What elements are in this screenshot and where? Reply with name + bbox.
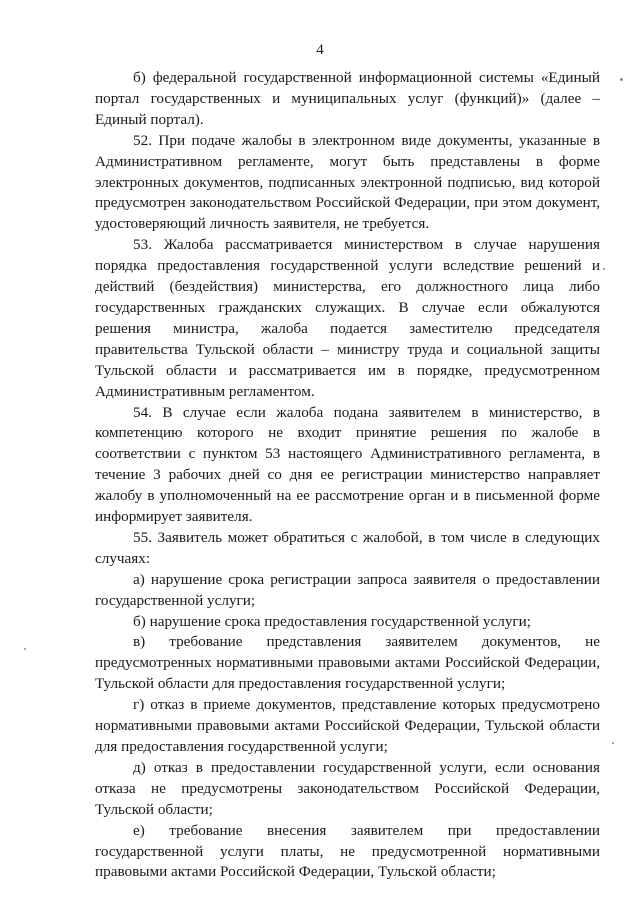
- scan-speck: [612, 742, 614, 744]
- paragraph-52: 52. При подаче жалобы в электронном виде документы, указанные в Административном регламенте, могут быть представлены в форме электронных документов, подписанных электронной подписью, вид которой предусмотрен законодательством Российской Федерации, при этом документ, удостоверяющий личность заявителя, не требуется.: [95, 131, 600, 233]
- list-item-e: е) требование внесения заявителем при предоставлении государственной услуги платы, не предусмотренной нормативными правовыми актами Российской Федерации, Тульской области;: [95, 821, 600, 881]
- paragraph-b-portal: б) федеральной государственной информационной системы «Единый портал государственных и муниципальных услуг (функций)» (далее – Единый портал).: [95, 69, 600, 128]
- list-item-d: д) отказ в предоставлении государственной услуги, если основания отказа не предусмотрены законодательством Российской Федерации, Тульской области;: [95, 758, 600, 818]
- list-item-g: г) отказ в приеме документов, представление которых предусмотрено нормативными правовыми актами Российской Федерации, Тульской области для предоставления государственной услуги;: [95, 696, 600, 755]
- scan-speck: [620, 78, 623, 81]
- page-number: 4: [316, 42, 324, 58]
- document-body: [95, 68, 600, 883]
- paragraph-55: 55. Заявитель может обратиться с жалобой, в том числе в следующих случаях:: [95, 528, 600, 567]
- list-item-v: в) требование представления заявителем документов, не предусмотренных нормативными правовыми актами Российской Федерации, Тульской области для предоставления государственной услуги;: [95, 633, 600, 693]
- list-item-a: а) нарушение срока регистрации запроса заявителя о предоставлении государственной услуги;: [95, 570, 600, 609]
- scan-speck: [603, 268, 605, 270]
- paragraph-53: 53. Жалоба рассматривается министерством в случае нарушения порядка предоставления государственной услуги вследствие решений и действий (бездействия) министерства, его должностного лица либо государственных гражданских служащих. В случае если обжалуются решения министра, жалоба подается заместителю председателя правительства Тульской области – министру труда и социальной защиты Тульской области и рассматривается им в порядке, предусмотренном Административным регламентом.: [95, 236, 600, 400]
- list-item-b: б) нарушение срока предоставления государственной услуги;: [133, 612, 531, 630]
- scan-speck: [24, 648, 26, 650]
- paragraph-54: 54. В случае если жалоба подана заявителем в министерство, в компетенцию которого не входит принятие решения по жалобе в соответствии с пунктом 53 настоящего Административного регламента, в течение 3 рабочих дней со дня ее регистрации министерство направляет жалобу в уполномоченный на ее рассмотрение орган и в письменной форме информирует заявителя.: [95, 403, 600, 526]
